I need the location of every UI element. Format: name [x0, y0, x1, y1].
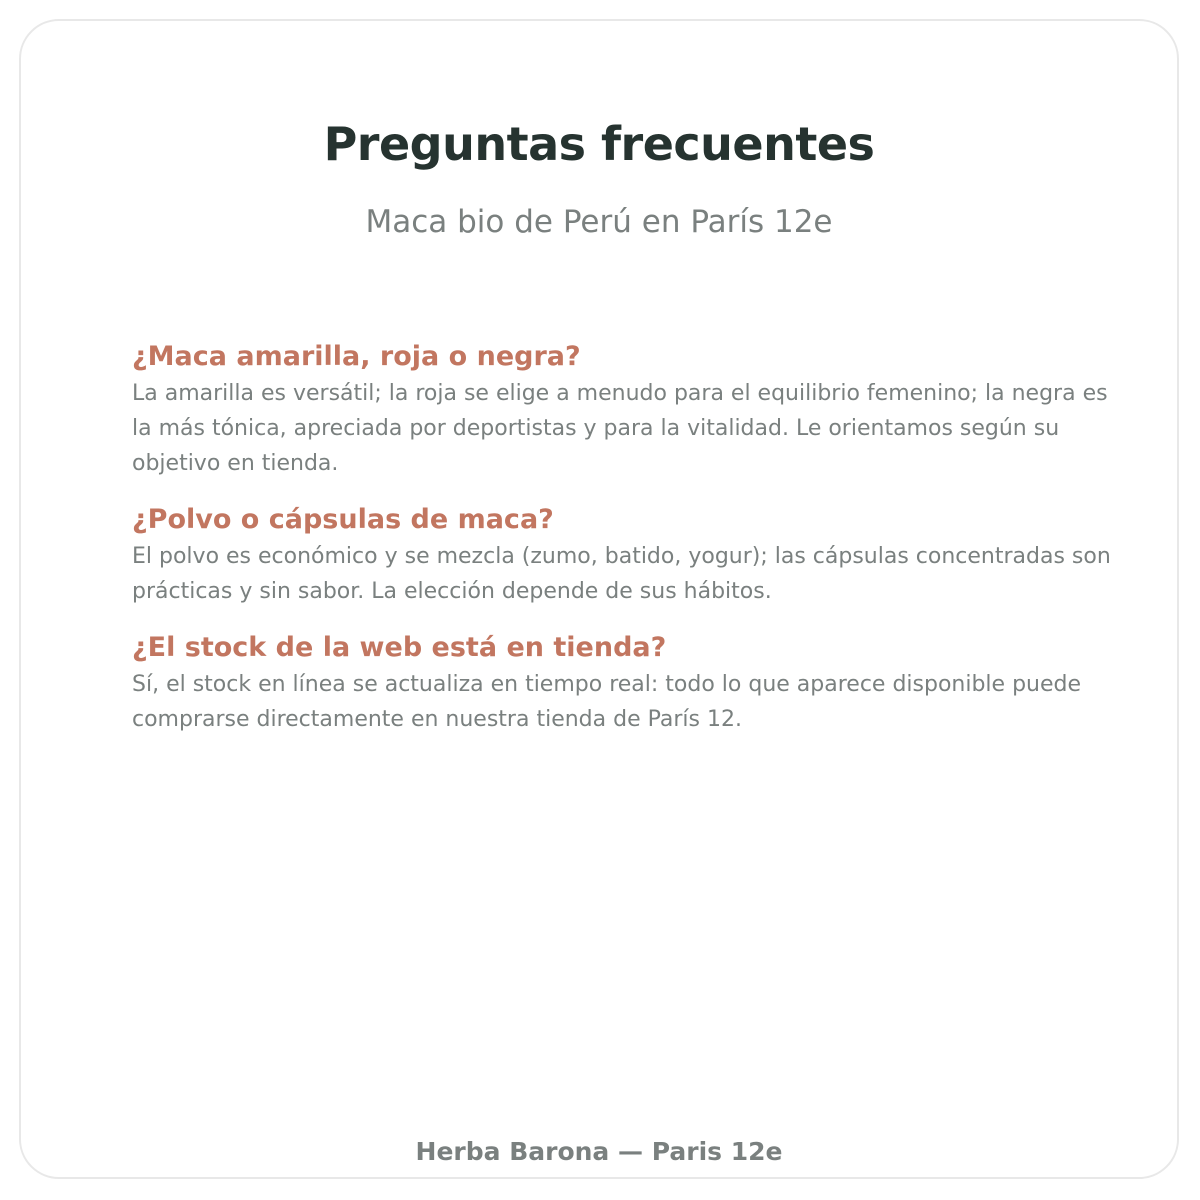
faq-question: ¿Polvo o cápsulas de maca? — [132, 504, 554, 535]
faq-answer: El polvo es económico y se mezcla (zumo, batido, yogur); las cápsulas concentradas son prácticas y sin sabor. La elección depende de sus hábitos. — [132, 544, 1111, 604]
faq-item — [132, 629, 1122, 737]
faq-answer: La amarilla es versátil; la roja se elige a menudo para el equilibrio femenino; la negra es la más tónica, apreciada por deportistas y para la vitalidad. Le orientamos según su objetivo en tienda. — [132, 381, 1108, 476]
page-subtitle: Maca bio de Perú en París 12e — [365, 204, 833, 240]
faq-question: ¿El stock de la web está en tienda? — [132, 632, 667, 663]
faq-card — [19, 19, 1179, 1179]
faq-item — [132, 338, 1122, 481]
footer-brand: Herba Barona — Paris 12e — [415, 1137, 783, 1166]
page-title: Preguntas frecuentes — [323, 117, 875, 171]
faq-list — [132, 338, 1122, 757]
faq-answer: Sí, el stock en línea se actualiza en tiempo real: todo lo que aparece disponible puede comprarse directamente en nuestra tienda de París 12. — [132, 672, 1082, 732]
faq-item — [132, 501, 1122, 609]
faq-question: ¿Maca amarilla, roja o negra? — [132, 341, 581, 372]
